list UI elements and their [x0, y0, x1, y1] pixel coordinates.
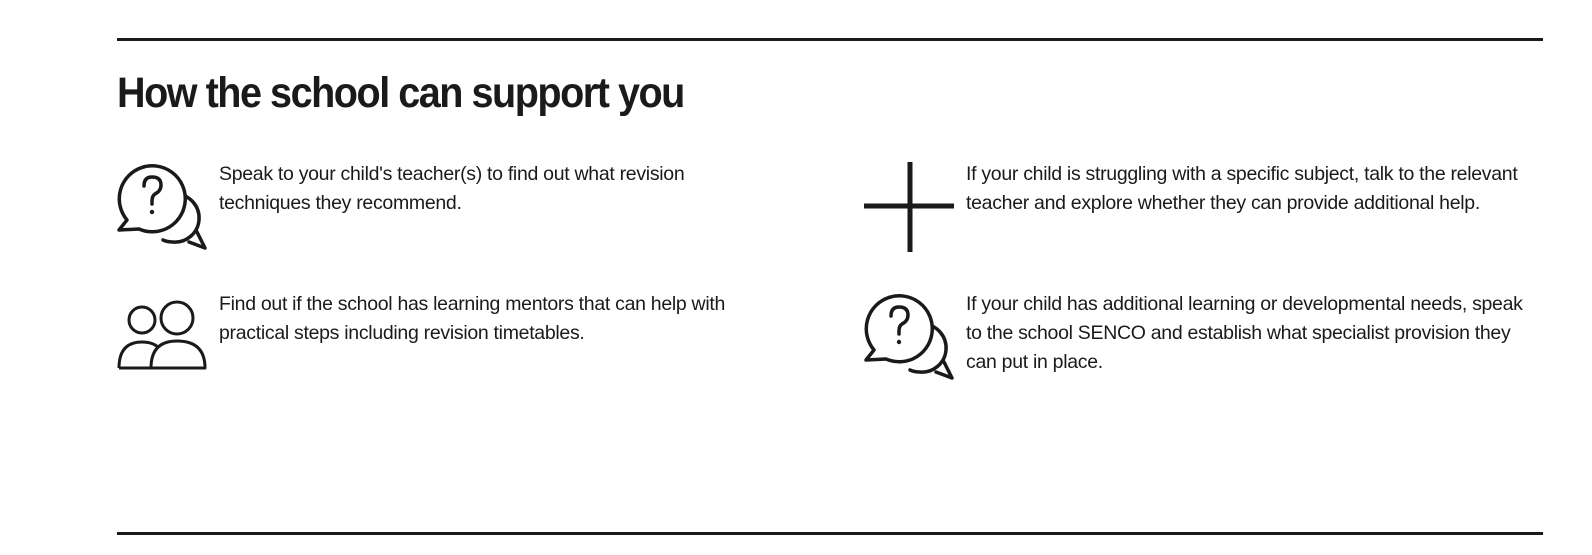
support-item-text: If your child is struggling with a specific subject, talk to the relevant teacher and explore whether they can provide additional help.	[966, 163, 1518, 214]
top-divider	[117, 38, 1543, 41]
question-chat-bubbles-icon	[864, 292, 956, 384]
support-item-senco	[864, 290, 1526, 384]
support-item-learning-mentors	[117, 290, 779, 384]
support-item-text: Speak to your child's teacher(s) to find out what revision techniques they recommend.	[219, 163, 685, 214]
support-item-subject-help	[864, 160, 1526, 254]
plus-icon	[864, 162, 956, 254]
people-icon	[117, 292, 209, 384]
section-title: How the school can support you	[117, 69, 684, 117]
bottom-divider	[117, 532, 1543, 535]
support-item-text: If your child has additional learning or developmental needs, speak to the school SENCO and establish what specialist provision they can put in place.	[966, 293, 1523, 373]
support-item-teacher-techniques	[117, 160, 779, 254]
question-chat-bubbles-icon	[117, 162, 209, 254]
support-item-text: Find out if the school has learning mentors that can help with practical steps including revision timetables.	[219, 293, 726, 344]
